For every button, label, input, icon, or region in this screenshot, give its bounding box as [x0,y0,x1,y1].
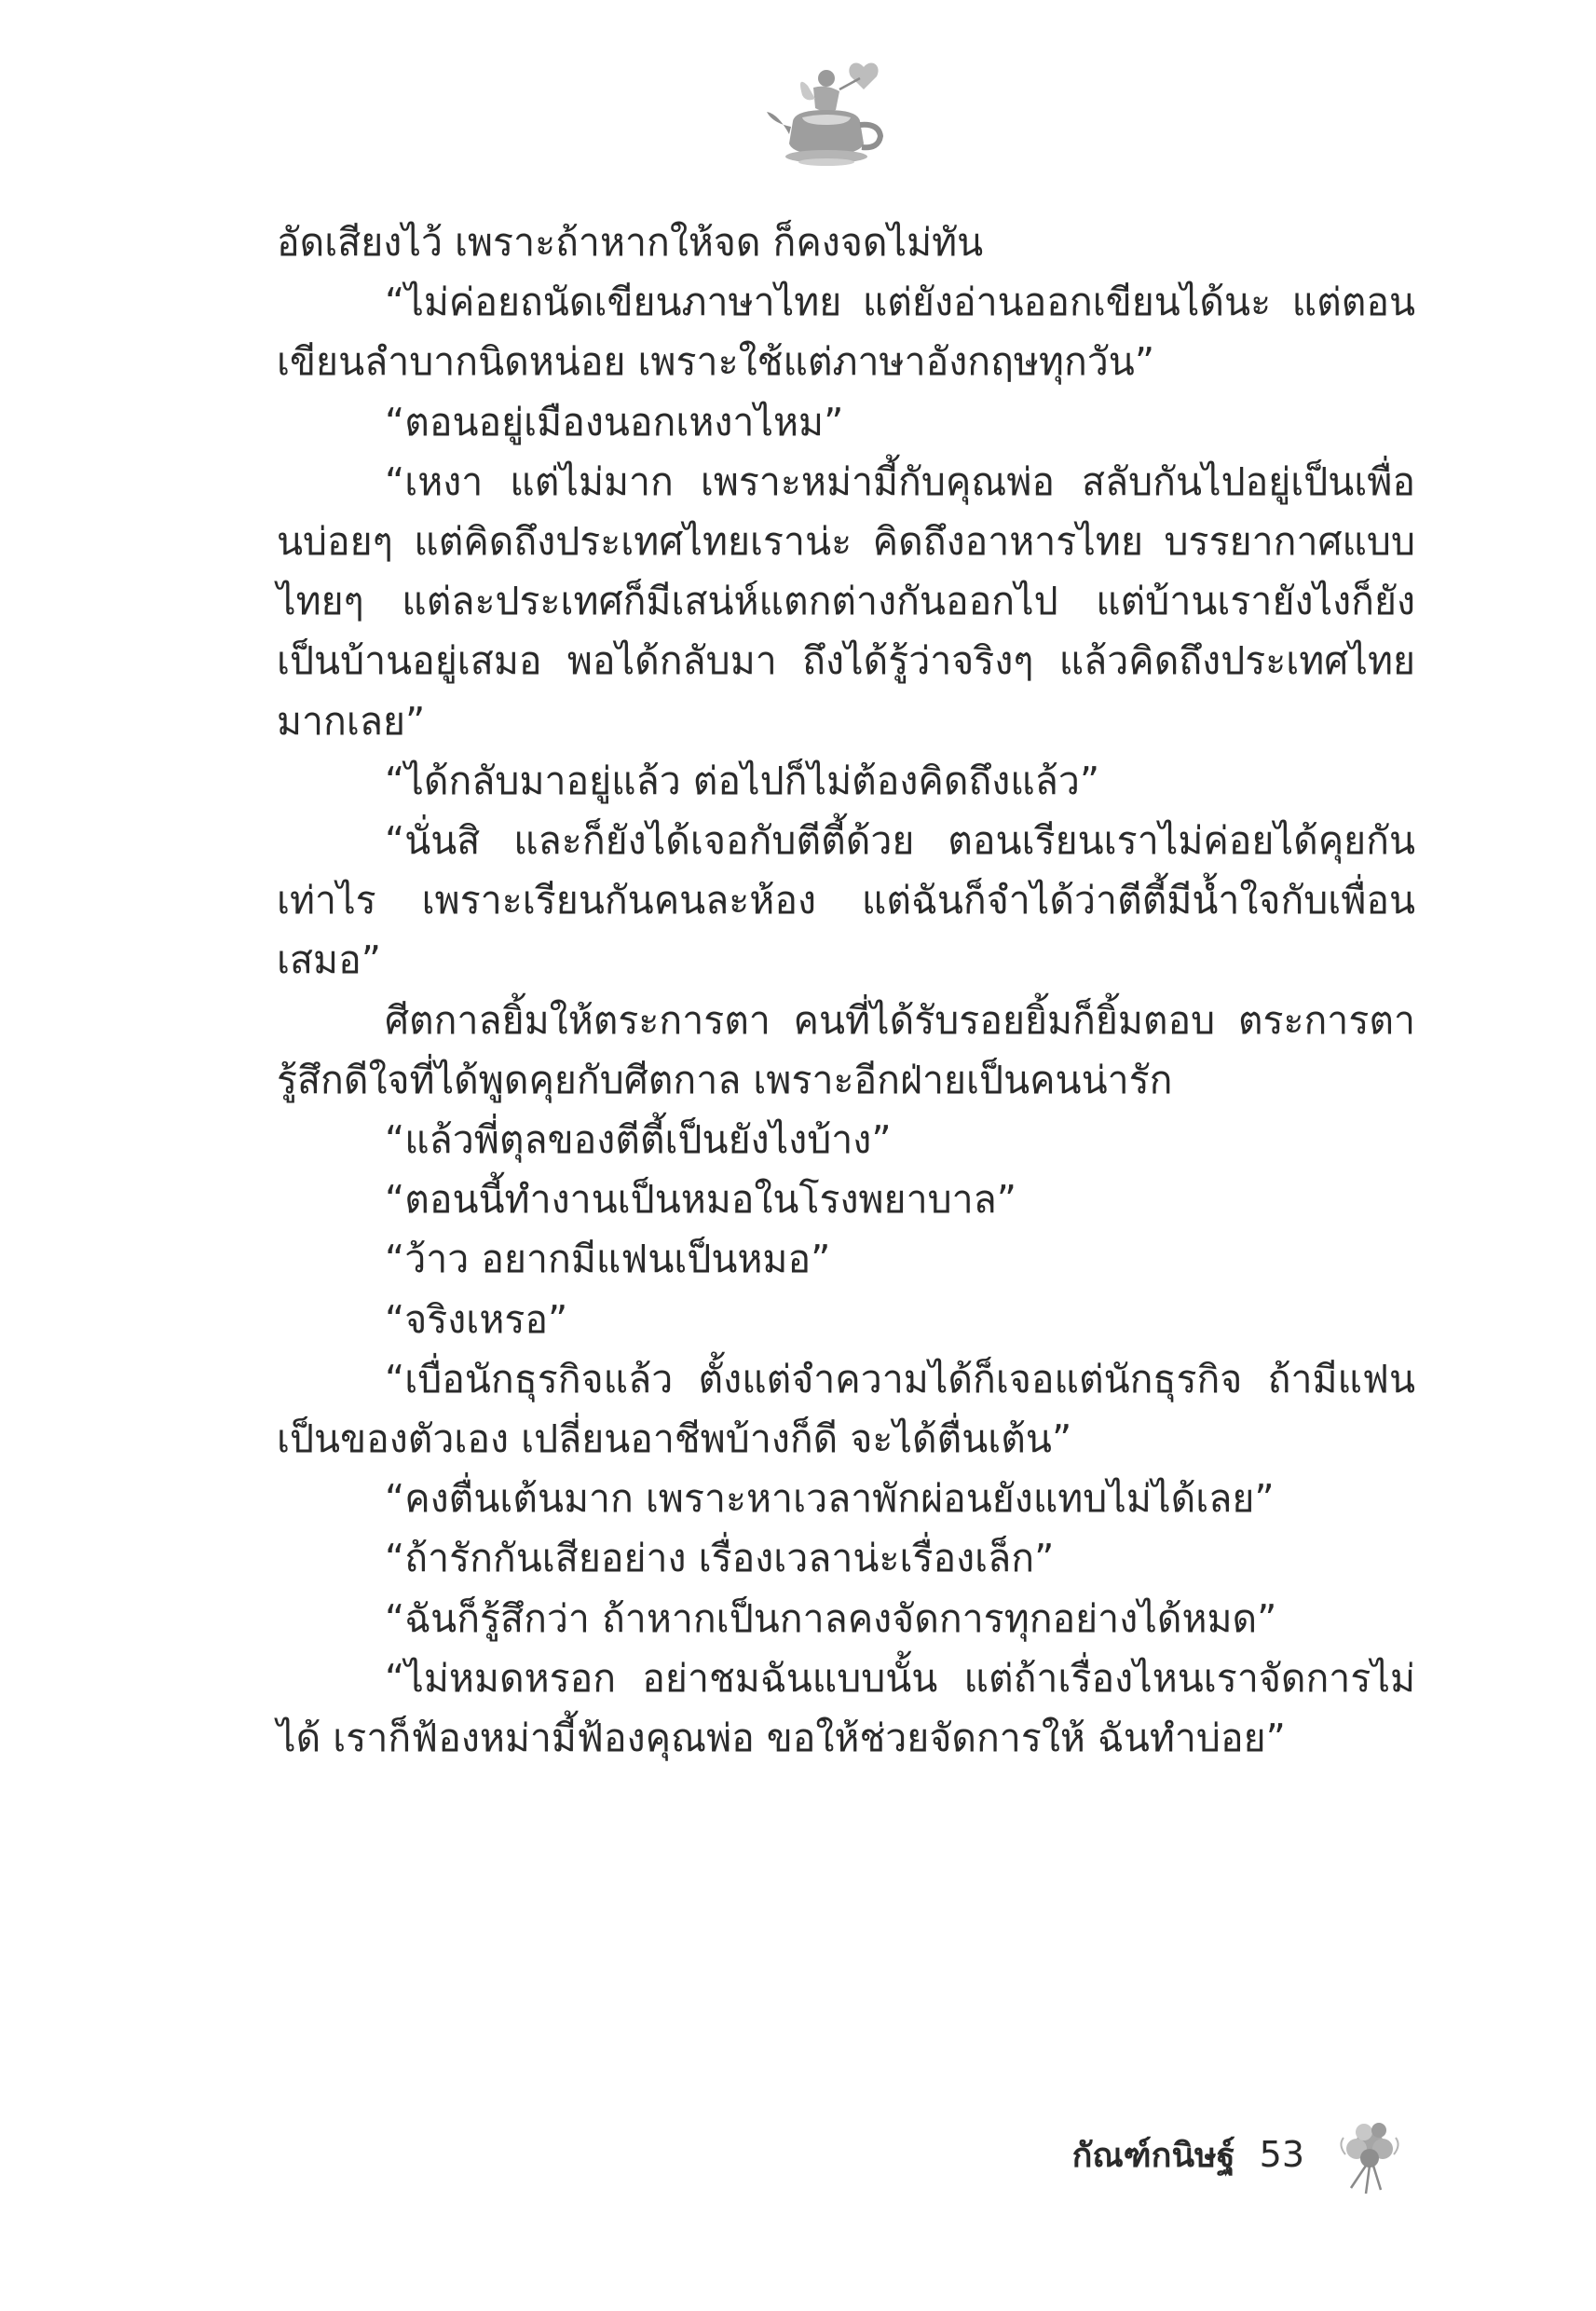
paragraph: “เบื่อนักธุรกิจแล้ว ตั้งแต่จำความได้ก็เจอแต่นักธุรกิจ ถ้ามีแฟนเป็นของตัวเอง เปลี่ยนอาชีพบ้างก็ดี จะได้ตื่นเต้น” [277,1356,1415,1462]
flower-bouquet-icon [1323,2108,1416,2201]
body-text [277,212,1415,1768]
teapot-cupid-ornament-icon [759,58,899,170]
book-title: กัณฑ์กนิษฐ์ [1071,2136,1235,2175]
paragraph: ศีตกาลยิ้มให้ตระการตา คนที่ได้รับรอยยิ้มก็ยิ้มตอบ ตระการตารู้สึกดีใจที่ได้พูดคุยกับศีตกาล เพราะอีกฝ่ายเป็นคนน่ารัก [277,997,1415,1102]
paragraph: “แล้วพี่ตุลของตีตี้เป็นยังไงบ้าง” [385,1117,892,1163]
paragraph: “นั่นสิ และก็ยังได้เจอกับตีตี้ด้วย ตอนเรียนเราไม่ค่อยได้คุยกันเท่าไร เพราะเรียนกันคนละห้อง แต่ฉันก็จำได้ว่าตีตี้มีน้ำใจกับเพื่อนเสมอ” [277,818,1415,983]
page-number: 53 [1259,2134,1304,2175]
paragraph: “คงตื่นเต้นมาก เพราะหาเวลาพักผ่อนยังแทบไม่ได้เลย” [385,1476,1275,1522]
paragraph: “เหงา แต่ไม่มาก เพราะหม่ามี้กับคุณพ่อ สลับกันไปอยู่เป็นเพื่อนบ่อยๆ แต่คิดถึงประเทศไทยเราน่ะ คิดถึงอาหารไทย บรรยากาศแบบไทยๆ แต่ละประเทศก็มีเสน่ห์แตกต่างกันออกไป แต่บ้านเรายังไงก็ยังเป็นบ้านอยู่เสมอ พอได้กลับมา ถึงได้รู้ว่าจริงๆ แล้วคิดถึงประเทศไทยมากเลย” [277,458,1415,744]
paragraph: “ถ้ารักกันเสียอย่าง เรื่องเวลาน่ะเรื่องเล็ก” [385,1536,1055,1581]
paragraph: “ไม่ค่อยถนัดเขียนภาษาไทย แต่ยังอ่านออกเขียนได้นะ แต่ตอนเขียนลำบากนิดหน่อย เพราะใช้แต่ภาษาอังกฤษทุกวัน” [277,280,1415,385]
paragraph: “ตอนนี้ทำงานเป็นหมอในโรงพยาบาล” [385,1177,1017,1223]
paragraph: อัดเสียงไว้ เพราะถ้าหากให้จด ก็คงจดไม่ทัน [277,220,984,265]
paragraph: “ไม่หมดหรอก อย่าชมฉันแบบนั้น แต่ถ้าเรื่องไหนเราจัดการไม่ได้ เราก็ฟ้องหม่ามี้ฟ้องคุณพ่อ ขอให้ช่วยจัดการให้ ฉันทำบ่อย” [277,1655,1415,1761]
paragraph: “ว้าว อยากมีแฟนเป็นหมอ” [385,1237,831,1282]
paragraph: “จริงเหรอ” [385,1296,568,1342]
paragraph: “ตอนอยู่เมืองนอกเหงาไหม” [385,399,844,444]
paragraph: “ได้กลับมาอยู่แล้ว ต่อไปก็ไม่ต้องคิดถึงแล้ว” [385,758,1100,803]
paragraph: “ฉันก็รู้สึกว่า ถ้าหากเป็นกาลคงจัดการทุกอย่างได้หมด” [385,1595,1277,1641]
